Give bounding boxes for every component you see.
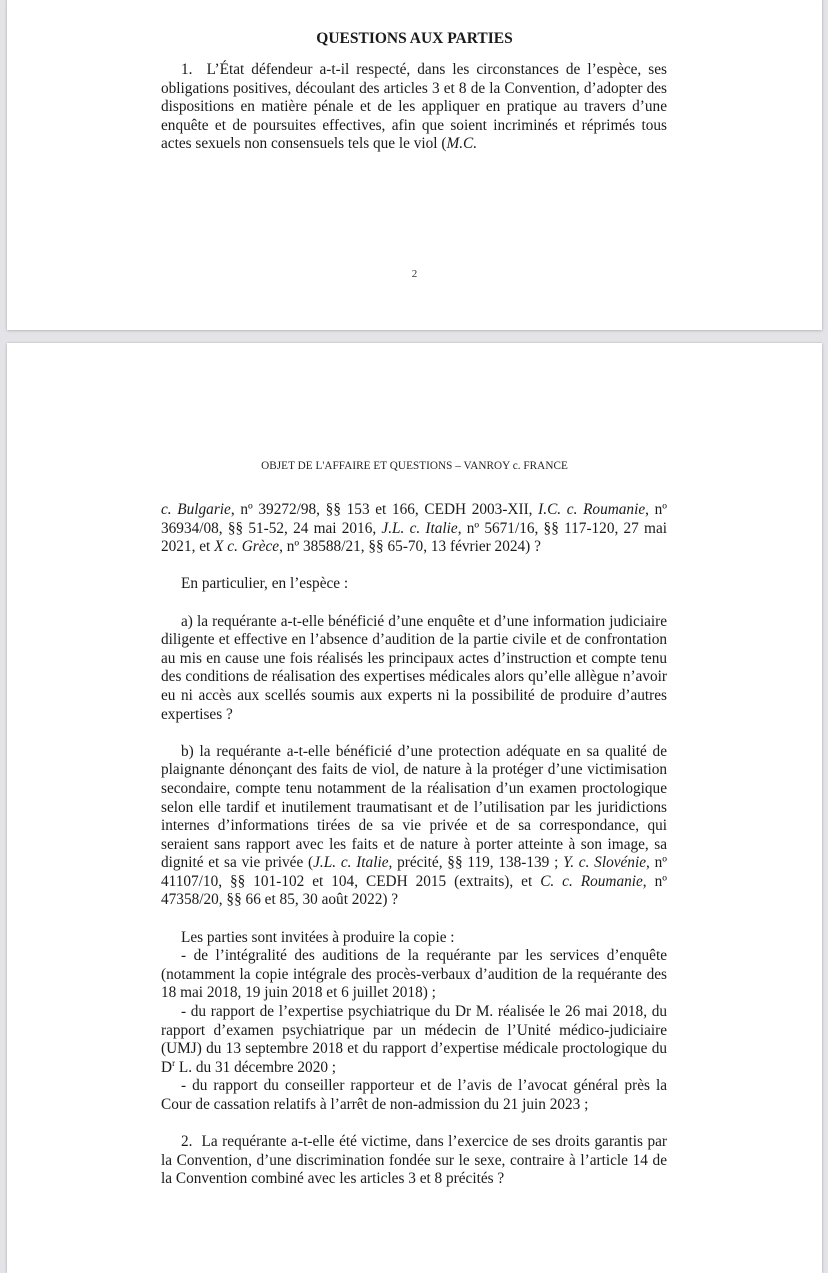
case-citation: c. Bulgarie [161,501,231,518]
citation-text: , précité, §§ 119, 138-139 ; [388,854,564,872]
citation-text: , nº 36934/08, §§ 51-52, 24 mai 2016, [161,501,667,537]
citation-text: , nº 39272/98, §§ 153 et 166, CEDH 2003-XII, [230,501,539,518]
case-citation: X c. Grèce [214,538,280,556]
case-citation: J.L. c. Italie [381,519,458,537]
citation-continuation [161,501,667,557]
section-title: QUESTIONS AUX PARTIES [316,30,513,47]
page-2-body [161,61,667,154]
question-number: 2. [181,1133,193,1151]
sub-question-b [161,743,667,910]
parties-intro: Les parties sont invitées à produire la copie : [181,928,455,946]
citation-text: , nº 47358/20, §§ 66 et 85, 30 août 2022) ? [161,872,667,909]
document-page-3 [7,343,822,1273]
sub-question-a: a) la requérante a-t-elle bénéficié d’une enquête et d’une information judiciaire diligente et effective en l’absence d’audition de la partie civile et de confrontation au mis en cause une fois réalisés les principaux actes d’instruction et compte tenu des conditions de réalisation des expertises médicales alors qu’elle allègue n’avoir eu ni accès aux scellés soumis aux experts ni la possibilité de produire d’autres expertises ? [161,612,667,723]
case-citation: M.C. [446,135,478,153]
citation-text: , nº 5671/16, §§ 117-120, 27 mai 2021, et [161,519,667,556]
question-2 [161,1133,667,1189]
particulier-intro: En particulier, en l’espèce : [181,575,349,593]
page-3-body [161,501,667,1189]
citation-text: , nº 41107/10, §§ 101-102 et 104, CEDH 2015 (extraits), et [161,854,667,890]
document-request-item: - de l’intégralité des auditions de la requérante par les services d’enquête (notamment la copie intégrale des procès-verbaux d’audition de la requérante des 18 mai 2018, 19 juin 2018 et 6 juillet 2018) ; [161,947,667,1002]
page-number: 2 [411,268,418,280]
question-text: b) la requérante a-t-elle bénéficié d’une protection adéquate en sa qualité de plaignante dénonçant des faits de viol, de nature à la protéger d’une victimisation secondaire, compte tenu notamment de la réalisation d’un examen proctologique selon elle tardif et inutilement traumatisant et de l’utilisation par les juridictions internes d’informations tirées de sa vie privée et de sa correspondance, qui seraient sans rapport avec les faits et de nature à porter atteinte à son image, sa dignité et sa vie privée ( [161,742,667,872]
question-text: L’État défendeur a-t-il respecté, dans les circonstances de l’espèce, ses obligations positives, découlant des articles 3 et 8 de la Convention, d’adopter des dispositions en matière pénale et de les appliquer en pratique au travers d’une enquête et de poursuites effectives, afin que soient incriminés et réprimés tous actes sexuels non consensuels tels que le viol ( [161,61,668,153]
case-citation: I.C. c. Roumanie [538,501,646,518]
document-request-item: - du rapport du conseiller rapporteur et de l’avis de l’avocat général près la Cour de cassation relatifs à l’arrêt de non-admission du 21 juin 2023 ; [161,1077,667,1113]
case-citation: Y. c. Slovénie [563,854,646,872]
question-number: 1. [181,61,193,78]
citation-text: , nº 38588/21, §§ 65-70, 13 février 2024) ? [279,538,541,556]
item-text: - du rapport de l’expertise psychiatrique du Dr M. réalisée le 26 mai 2018, du rapport d’examen psychiatrique par un médecin de l’Unité médico-judiciaire (UMJ) du 13 septembre 2018 et du rapport d’expertise médicale proctologique du D [161,1003,667,1076]
item-text: L. du 31 décembre 2020 ; [175,1058,337,1076]
question-text: La requérante a-t-elle été victime, dans l’exercice de ses droits garantis par la Convention, d’une discrimination fondée sur le sexe, contraire à l’article 14 de la Convention combiné avec les articles 3 et 8 précités ? [161,1133,667,1188]
running-header: OBJET DE L'AFFAIRE ET QUESTIONS – VANROY c. FRANCE [261,460,568,472]
case-citation: C. c. Roumanie [540,872,643,890]
question-1 [161,61,667,154]
document-request-item [161,1003,667,1077]
superscript: r [172,1057,176,1068]
case-citation: J.L. c. Italie [313,854,389,872]
document-page-2 [7,0,822,330]
